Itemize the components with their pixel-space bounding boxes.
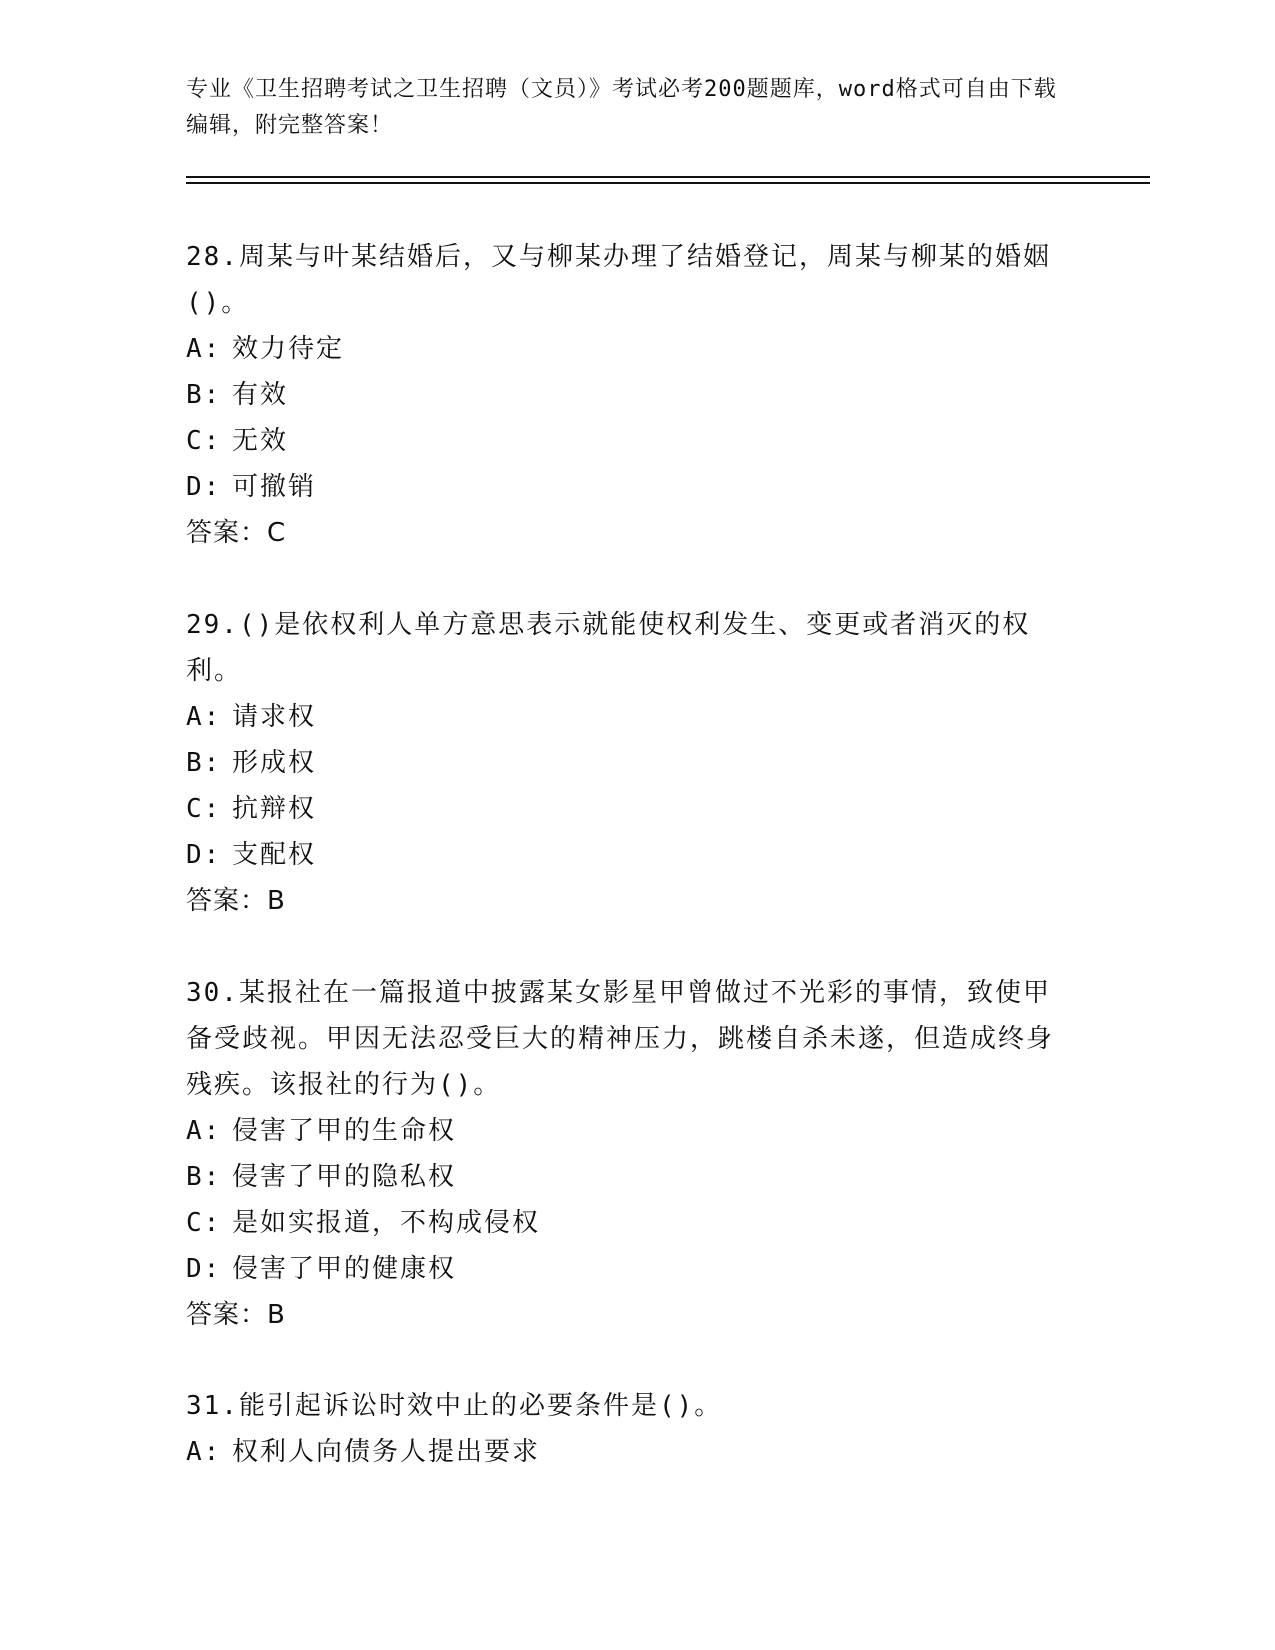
option-key: C: (186, 426, 222, 456)
option-text: 是如实报道，不构成侵权 (232, 1208, 541, 1238)
option-c (186, 1200, 1076, 1246)
question-28 (186, 234, 1076, 556)
option-d (186, 464, 1076, 510)
option-b (186, 372, 1076, 418)
option-b (186, 740, 1076, 786)
option-key: B: (186, 748, 222, 778)
question-30 (186, 970, 1076, 1338)
question-stem: 31.能引起诉讼时效中止的必要条件是()。 (186, 1391, 723, 1421)
option-text: 无效 (232, 426, 289, 456)
answer: 答案：C (186, 518, 287, 548)
option-key: D: (186, 1254, 222, 1284)
answer: 答案：B (186, 1300, 286, 1330)
option-text: 形成权 (232, 748, 317, 778)
option-text: 权利人向债务人提出要求 (232, 1437, 541, 1467)
document-header: 专业《卫生招聘考试之卫生招聘（文员）》考试必考200题题库，word格式可自由下载编辑，附完整答案！ (186, 77, 1057, 138)
option-key: D: (186, 840, 222, 870)
option-d (186, 832, 1076, 878)
option-key: C: (186, 794, 222, 824)
option-text: 侵害了甲的隐私权 (232, 1162, 457, 1192)
question-29 (186, 602, 1076, 924)
header-divider-bottom (186, 182, 1150, 184)
option-c (186, 786, 1076, 832)
header-divider-top (186, 176, 1150, 178)
option-key: A: (186, 334, 222, 364)
option-text: 可撤销 (232, 472, 317, 502)
option-b (186, 1154, 1076, 1200)
option-text: 侵害了甲的生命权 (232, 1116, 457, 1146)
option-text: 支配权 (232, 840, 317, 870)
option-text: 有效 (232, 380, 289, 410)
question-stem: 29.()是依权利人单方意思表示就能使权利发生、变更或者消灭的权利。 (186, 610, 1031, 686)
question-stem: 30.某报社在一篇报道中披露某女影星甲曾做过不光彩的事情，致使甲备受歧视。甲因无法忍受巨大的精神压力，跳楼自杀未遂，但造成终身残疾。该报社的行为()。 (186, 978, 1055, 1100)
answer: 答案：B (186, 886, 286, 916)
option-key: B: (186, 380, 222, 410)
option-key: A: (186, 702, 222, 732)
option-text: 请求权 (232, 702, 317, 732)
question-31 (186, 1383, 1076, 1475)
option-a (186, 326, 1076, 372)
option-c (186, 418, 1076, 464)
option-a (186, 1108, 1076, 1154)
option-key: A: (186, 1437, 222, 1467)
option-a (186, 1429, 1076, 1475)
option-key: C: (186, 1208, 222, 1238)
option-text: 抗辩权 (232, 794, 317, 824)
option-a (186, 694, 1076, 740)
question-stem: 28.周某与叶某结婚后，又与柳某办理了结婚登记，周某与柳某的婚姻()。 (186, 242, 1051, 318)
option-d (186, 1246, 1076, 1292)
option-text: 侵害了甲的健康权 (232, 1254, 457, 1284)
option-key: D: (186, 472, 222, 502)
option-key: B: (186, 1162, 222, 1192)
option-text: 效力待定 (232, 334, 345, 364)
option-key: A: (186, 1116, 222, 1146)
